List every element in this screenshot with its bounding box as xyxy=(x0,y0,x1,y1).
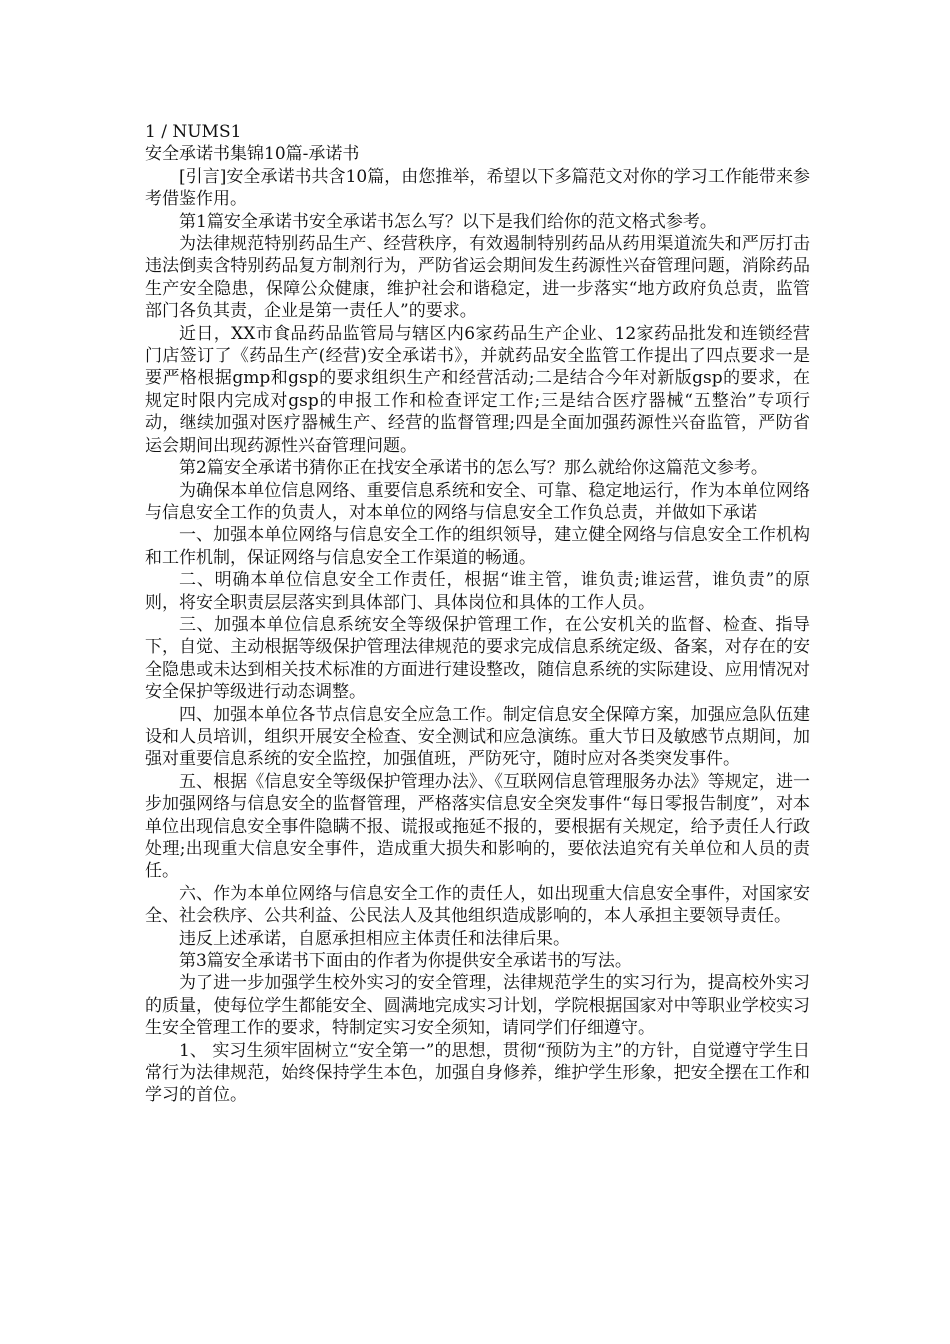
commitment-item-2: 二、明确本单位信息安全工作责任，根据“谁主管，谁负责;谁运营，谁负责”的原则，将安全职责层层落实到具体部门、具体岗位和具体的工作人员。 xyxy=(145,570,810,613)
paragraph-section-3-heading: 第3篇安全承诺书下面由的作者为你提供安全承诺书的写法。 xyxy=(179,951,632,972)
document-page xyxy=(145,121,810,1107)
paragraph: 近日，XX市食品药品监管局与辖区内6家药品生产企业、12家药品批发和连锁经营门店签订了《药品生产(经营)安全承诺书》，并就药品安全监管工作提出了四点要求一是要严格根据gmp和gsp的要求组织生产和经营活动;二是结合今年对新版gsp的要求，在规定时限内完成对gsp的申报工作和检查评定工作;三是结合医疗器械“五整治”专项行动，继续加强对医疗器械生产、经营的监督管理;四是全面加强药源性兴奋监管，严防省运会期间出现药源性兴奋管理问题。 xyxy=(145,323,810,456)
page-number: 1 / NUMS1 xyxy=(145,122,242,142)
commitment-item-4: 四、加强本单位各节点信息安全应急工作。制定信息安全保障方案，加强应急队伍建设和人员培训，组织开展安全检查、安全测试和应急演练。重大节日及敏感节点期间，加强对重要信息系统的安全监控，加强值班，严防死守，随时应对各类突发事件。 xyxy=(145,704,810,770)
paragraph: 为了进一步加强学生校外实习的安全管理，法律规范学生的实习行为，提高校外实习的质量，使每位学生都能安全、圆满地完成实习计划，学院根据国家对中等职业学校实习生安全管理工作的要求，特制定实习安全须知，请同学们仔细遵守。 xyxy=(145,973,810,1039)
commitment-item-5: 五、根据《信息安全等级保护管理办法》、《互联网信息管理服务办法》等规定，进一步加强网络与信息安全的监督管理，严格落实信息安全突发事件“每日零报告制度”，对本单位出现信息安全事件隐瞒不报、谎报或拖延不报的，要根据有关规定，给予责任人行政处理;出现重大信息安全事件，造成重大损失和影响的，要依法追究有关单位和人员的责任。 xyxy=(145,771,810,882)
paragraph-section-1-heading: 第1篇安全承诺书安全承诺书怎么写？以下是我们给你的范文格式参考。 xyxy=(179,211,717,232)
safety-rule-1: 1、 实习生须牢固树立“安全第一”的思想，贯彻“预防为主”的方针，自觉遵守学生日常行为法律规范，始终保持学生本色，加强自身修养，维护学生形象，把安全摆在工作和学习的首位。 xyxy=(145,1040,810,1106)
commitment-item-1: 一、加强本单位网络与信息安全工作的组织领导，建立健全网络与信息安全工作机构和工作机制，保证网络与信息安全工作渠道的畅通。 xyxy=(145,525,810,568)
paragraph: 为确保本单位信息网络、重要信息系统和安全、可靠、稳定地运行，作为本单位网络与信息安全工作的负责人，对本单位的网络与信息安全工作负总责，并做如下承诺 xyxy=(145,480,810,523)
paragraph: 违反上述承诺，自愿承担相应主体责任和法律后果。 xyxy=(179,928,570,949)
paragraph-section-2-heading: 第2篇安全承诺书猜你正在找安全承诺书的怎么写？那么就给你这篇范文参考。 xyxy=(179,458,768,479)
paragraph-intro: [引言]安全承诺书共含10篇，由您推举，希望以下多篇范文对你的学习工作能带来参考借鉴作用。 xyxy=(145,166,810,210)
commitment-item-3: 三、加强本单位信息系统安全等级保护管理工作，在公安机关的监督、检查、指导下，自觉、主动根据等级保护管理法律规范的要求完成信息系统定级、备案，对存在的安全隐患或未达到相关技术标准的方面进行建设整改，随信息系统的实际建设、应用情况对安全保护等级进行动态调整。 xyxy=(145,614,810,703)
paragraph: 为法律规范特别药品生产、经营秩序，有效遏制特别药品从药用渠道流失和严厉打击违法倒卖含特别药品复方制剂行为，严防省运会期间发生药源性兴奋管理问题，消除药品生产安全隐患，保障公众健康，维护社会和谐稳定，进一步落实“地方政府负总责，监管部门各负其责，企业是第一责任人”的要求。 xyxy=(145,234,810,322)
commitment-item-6: 六、作为本单位网络与信息安全工作的责任人，如出现重大信息安全事件，对国家安全、社会秩序、公共利益、公民法人及其他组织造成影响的，本人承担主要领导责任。 xyxy=(145,883,810,927)
document-title: 安全承诺书集锦10篇-承诺书 xyxy=(145,144,360,165)
